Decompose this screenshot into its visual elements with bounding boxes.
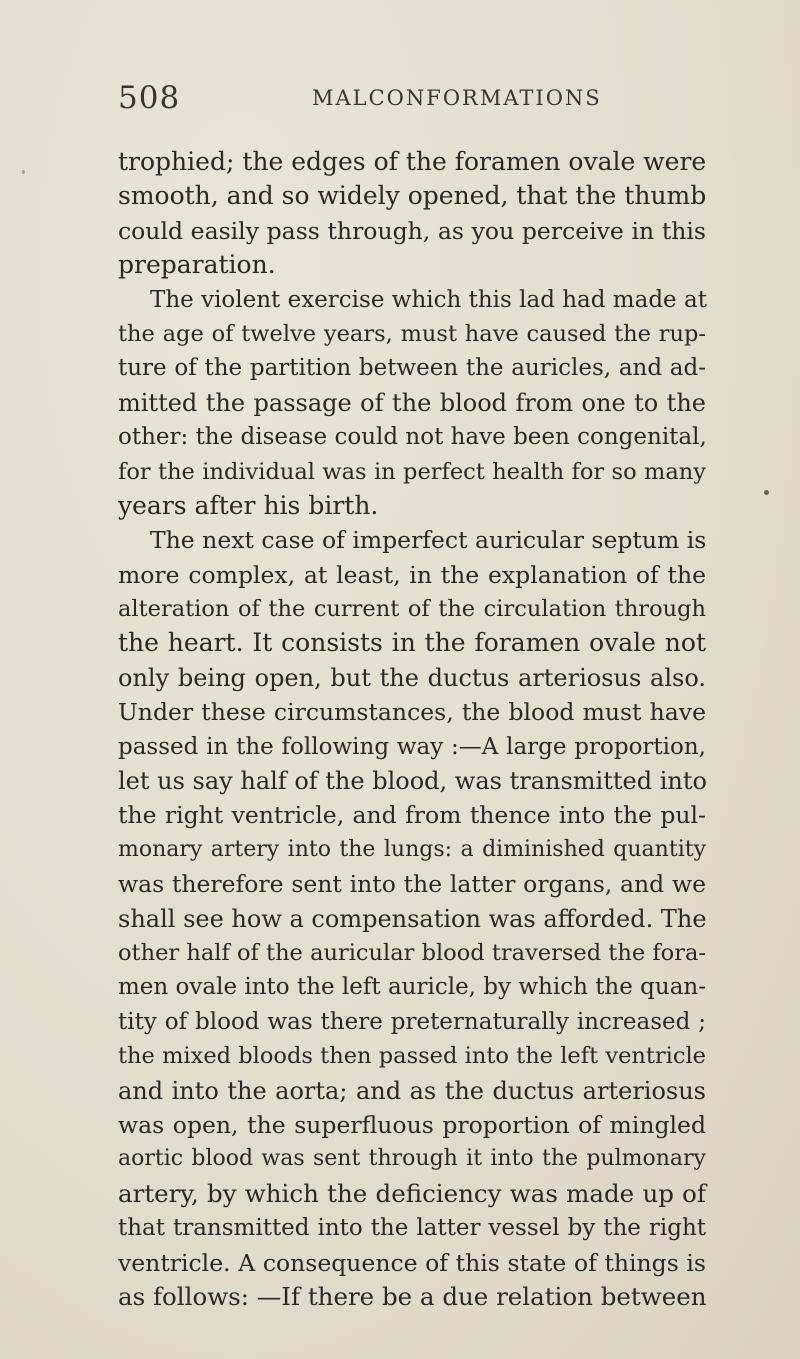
- text-line: as follows: —If there be a due relation between: [118, 1281, 707, 1311]
- text-line: was open, the superfluous proportion of mingled: [118, 1110, 706, 1139]
- text-line: men ovale into the left auricle, by which the quan-: [118, 974, 707, 1001]
- text-line: trophied; the edges of the foramen ovale were: [118, 147, 707, 176]
- text-line: and into the aorta; and as the ductus arteriosus: [118, 1076, 706, 1105]
- text-line: the right ventricle, and from thence into the pul-: [118, 801, 706, 830]
- text-line: other half of the auricular blood traversed the fora-: [118, 939, 706, 966]
- text-line: alteration of the current of the circulation through: [118, 596, 706, 623]
- text-line: ventricle. A consequence of this state of things is: [118, 1248, 706, 1277]
- text-line: that transmitted into the latter vessel by the right: [118, 1215, 706, 1242]
- text-line: only being open, but the ductus arteriosus also.: [118, 663, 706, 692]
- text-line: the age of twelve years, must have caused the rup-: [118, 320, 706, 347]
- text-line: The next case of imperfect auricular septum is: [150, 526, 707, 555]
- text-line: years after his birth.: [118, 490, 379, 520]
- text-line: mitted the passage of the blood from one to the: [118, 388, 706, 417]
- text-line: The violent exercise which this lad had made at: [150, 286, 707, 313]
- body-text: [118, 145, 706, 1314]
- page-number: 508: [118, 80, 181, 116]
- running-title: MALCONFORMATIONS: [312, 86, 602, 110]
- text-line: was therefore sent into the latter organs, and we: [118, 870, 706, 899]
- text-line: other: the disease could not have been congenital,: [118, 424, 707, 451]
- text-line: preparation.: [118, 250, 276, 280]
- text-line: could easily pass through, as you perceive in this: [118, 216, 706, 245]
- text-line: the mixed bloods then passed into the left ventricle: [118, 1043, 706, 1070]
- text-line: for the individual was in perfect health for so many: [118, 458, 706, 485]
- text-line: ture of the partition between the auricles, and ad-: [118, 355, 706, 382]
- text-line: let us say half of the blood, was transmitted into: [118, 767, 707, 796]
- text-line: Under these circumstances, the blood must have: [118, 698, 706, 727]
- text-line: tity of blood was there preternaturally increased ;: [118, 1008, 706, 1035]
- text-line: artery, by which the deficiency was made up of: [118, 1178, 706, 1208]
- text-line: monary artery into the lungs: a diminished quantity: [118, 836, 706, 862]
- text-line: the heart. It consists in the foramen ovale not: [118, 628, 706, 658]
- text-line: smooth, and so widely opened, that the thumb: [118, 181, 707, 211]
- text-line: aortic blood was sent through it into the pulmonary: [118, 1146, 706, 1172]
- text-line: passed in the following way :—A large proportion,: [118, 733, 706, 760]
- running-head: [118, 80, 718, 120]
- text-line: more complex, at least, in the explanation of the: [118, 560, 706, 589]
- paper-speck: [22, 170, 25, 174]
- text-line: shall see how a compensation was afforded. The: [118, 904, 707, 933]
- paper-speck: [764, 490, 769, 495]
